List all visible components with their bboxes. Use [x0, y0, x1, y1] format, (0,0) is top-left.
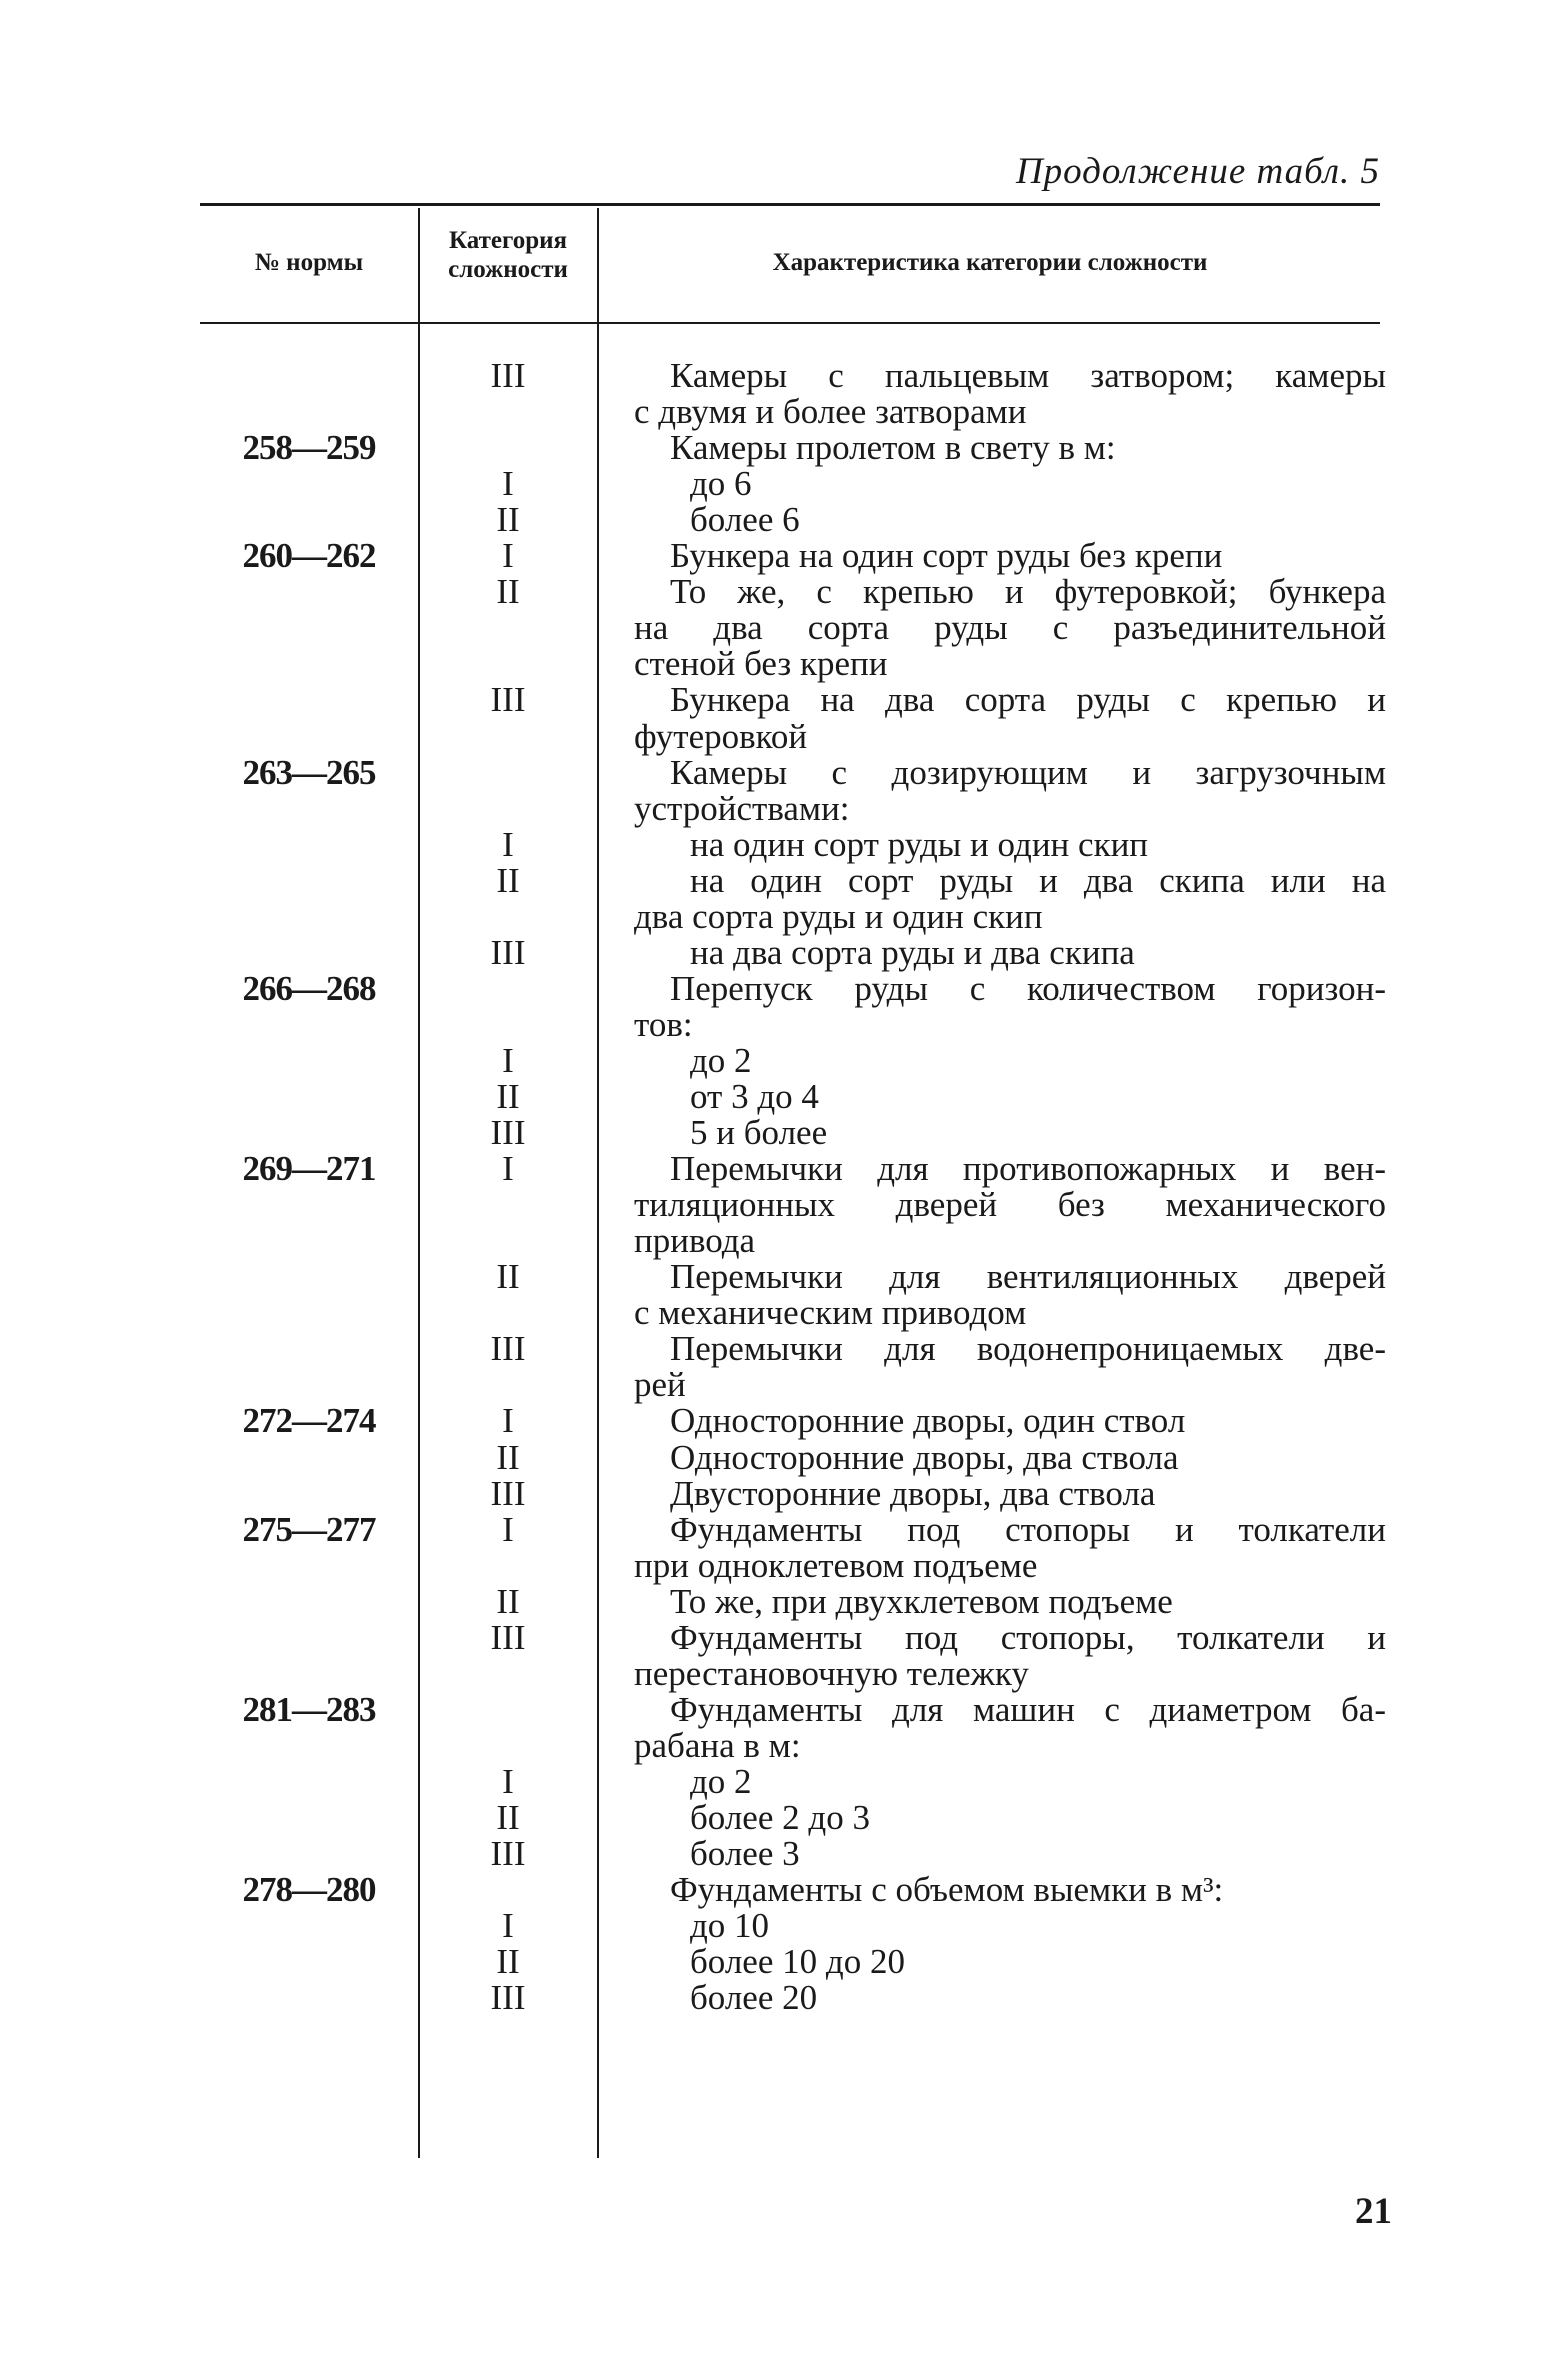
header-category-line2: сложности — [448, 256, 568, 283]
table-row — [0, 1836, 1558, 1872]
description-text: на один сорт руды и два скипа или на — [690, 861, 1386, 900]
description-text: устройствами: — [634, 789, 850, 828]
category-value: II — [496, 572, 520, 611]
table-row — [0, 719, 1558, 755]
description-text: до 2 — [690, 1762, 752, 1801]
category-value: I — [502, 464, 514, 503]
table-row — [0, 1079, 1558, 1115]
category-value: II — [496, 1582, 520, 1621]
table-row — [0, 1151, 1558, 1187]
description-text: 5 и более — [690, 1113, 828, 1152]
description-text: рабана в м: — [634, 1726, 801, 1765]
description-text: более 2 до 3 — [690, 1798, 870, 1837]
description-text: более 6 — [690, 500, 800, 539]
description-text: перестановочную тележку — [634, 1654, 1029, 1693]
description-text: до 6 — [690, 464, 752, 503]
description-text: То же, с крепью и футеровкой; бункера — [670, 572, 1386, 611]
category-value: III — [490, 356, 526, 395]
table-row — [0, 1944, 1558, 1980]
description-text: более 10 до 20 — [690, 1942, 905, 1981]
table-row — [0, 1115, 1558, 1151]
description-text: Фундаменты под стопоры, толкатели и — [670, 1618, 1386, 1657]
description-text: на два сорта руды с разъединительной — [634, 608, 1386, 647]
category-value: I — [502, 1401, 514, 1440]
category-value: III — [490, 1329, 526, 1368]
category-value: I — [502, 825, 514, 864]
table-row — [0, 1007, 1558, 1043]
description-text: до 10 — [690, 1906, 770, 1945]
description-text: Бункера на два сорта руды с крепью и — [670, 680, 1386, 719]
description-text: Фундаменты для машин с диаметром ба- — [670, 1690, 1386, 1729]
description-text: Перемычки для вентиляционных дверей — [670, 1257, 1386, 1296]
table-row — [0, 755, 1558, 791]
table-header-rule — [200, 322, 1380, 324]
norm-number: 263—265 — [242, 753, 376, 792]
table-row — [0, 1692, 1558, 1728]
description-text: Камеры с пальцевым затвором; камеры — [670, 356, 1386, 395]
description-text: Двусторонние дворы, два ствола — [670, 1474, 1156, 1513]
table-row — [0, 682, 1558, 718]
description-text: Фундаменты с объемом выемки в м³: — [670, 1870, 1224, 1909]
category-value: II — [496, 500, 520, 539]
table-row — [0, 394, 1558, 430]
description-text: Перепуск руды с количеством горизон- — [670, 969, 1386, 1008]
table-row — [0, 610, 1558, 646]
table-row — [0, 863, 1558, 899]
table-row — [0, 1908, 1558, 1944]
category-value: II — [496, 1942, 520, 1981]
table-row — [0, 430, 1558, 466]
table-row — [0, 1259, 1558, 1295]
category-value: III — [490, 680, 526, 719]
category-value: III — [490, 1978, 526, 2017]
table-row — [0, 1584, 1558, 1620]
norm-number: 260—262 — [242, 536, 376, 575]
table-row — [0, 358, 1558, 394]
norm-number: 266—268 — [242, 969, 376, 1008]
table-row — [0, 1187, 1558, 1223]
description-text: более 20 — [690, 1978, 818, 2017]
category-value: I — [502, 1762, 514, 1801]
description-text: тов: — [634, 1005, 693, 1044]
table-row — [0, 1620, 1558, 1656]
table-row — [0, 1476, 1558, 1512]
description-text: от 3 до 4 — [690, 1077, 819, 1116]
category-value: II — [496, 1257, 520, 1296]
description-text: Камеры пролетом в свету в м: — [670, 428, 1116, 467]
description-text: Односторонние дворы, один ствол — [670, 1401, 1186, 1440]
table-row — [0, 791, 1558, 827]
header-category-line1: Категория — [448, 227, 568, 254]
category-value: II — [496, 1077, 520, 1116]
table-row — [0, 1548, 1558, 1584]
category-value: III — [490, 1834, 526, 1873]
description-text: То же, при двухклетевом подъеме — [670, 1582, 1173, 1621]
description-text: с двумя и более затворами — [634, 392, 1027, 431]
category-value: I — [502, 1041, 514, 1080]
table-row — [0, 1295, 1558, 1331]
table-caption: Продолжение табл. 5 — [1015, 151, 1380, 192]
description-text: более 3 — [690, 1834, 800, 1873]
description-text: привода — [634, 1221, 756, 1260]
table-row — [0, 1728, 1558, 1764]
table-row — [0, 935, 1558, 971]
table-row — [0, 1403, 1558, 1439]
table-row — [0, 971, 1558, 1007]
description-text: Односторонние дворы, два ствола — [670, 1438, 1179, 1477]
description-text: Камеры с дозирующим и загрузочным — [670, 753, 1386, 792]
description-text: с механическим приводом — [634, 1293, 1027, 1332]
table-row — [0, 466, 1558, 502]
category-value: I — [502, 1510, 514, 1549]
table-row — [0, 1872, 1558, 1908]
table-row — [0, 1440, 1558, 1476]
table-row — [0, 1764, 1558, 1800]
category-value: I — [502, 1149, 514, 1188]
norm-number: 258—259 — [242, 428, 376, 467]
header-description: Характеристика категории сложности — [772, 249, 1208, 276]
header-norm: № нормы — [254, 249, 364, 276]
description-text: Перемычки для противопожарных и вен- — [670, 1149, 1386, 1188]
table-row — [0, 827, 1558, 863]
description-text: футеровкой — [634, 717, 808, 756]
description-text: на два сорта руды и два скипа — [690, 933, 1135, 972]
norm-number: 272—274 — [242, 1401, 376, 1440]
table-row — [0, 1800, 1558, 1836]
norm-number: 281—283 — [242, 1690, 376, 1729]
table-row — [0, 1223, 1558, 1259]
norm-number: 275—277 — [242, 1510, 376, 1549]
table-row — [0, 1043, 1558, 1079]
norm-number: 269—271 — [242, 1149, 376, 1188]
header-category — [420, 226, 596, 284]
category-value: I — [502, 536, 514, 575]
table-row — [0, 574, 1558, 610]
table-row — [0, 538, 1558, 574]
description-text: тиляционных дверей без механического — [634, 1185, 1386, 1224]
table-row — [0, 1656, 1558, 1692]
table-row — [0, 1331, 1558, 1367]
description-text: стеной без крепи — [634, 644, 888, 683]
description-text: рей — [634, 1365, 686, 1404]
norm-number: 278—280 — [242, 1870, 376, 1909]
category-value: III — [490, 1474, 526, 1513]
description-text: до 2 — [690, 1041, 752, 1080]
table-row — [0, 502, 1558, 538]
description-text: Бункера на один сорт руды без крепи — [670, 536, 1223, 575]
table-row — [0, 1367, 1558, 1403]
description-text: два сорта руды и один скип — [634, 897, 1043, 936]
table-row — [0, 1980, 1558, 2016]
table-row — [0, 646, 1558, 682]
category-value: II — [496, 861, 520, 900]
page-number: 21 — [1355, 2191, 1392, 2232]
table-top-rule — [200, 203, 1380, 206]
description-text: на один сорт руды и один скип — [690, 825, 1149, 864]
table-row — [0, 899, 1558, 935]
category-value: III — [490, 1113, 526, 1152]
category-value: I — [502, 1906, 514, 1945]
description-text: Фундаменты под стопоры и толкатели — [670, 1510, 1386, 1549]
category-value: II — [496, 1798, 520, 1837]
category-value: III — [490, 1618, 526, 1657]
category-value: III — [490, 933, 526, 972]
category-value: II — [496, 1438, 520, 1477]
table-row — [0, 1512, 1558, 1548]
description-text: Перемычки для водонепроницаемых две- — [670, 1329, 1386, 1368]
description-text: при одноклетевом подъеме — [634, 1546, 1038, 1585]
